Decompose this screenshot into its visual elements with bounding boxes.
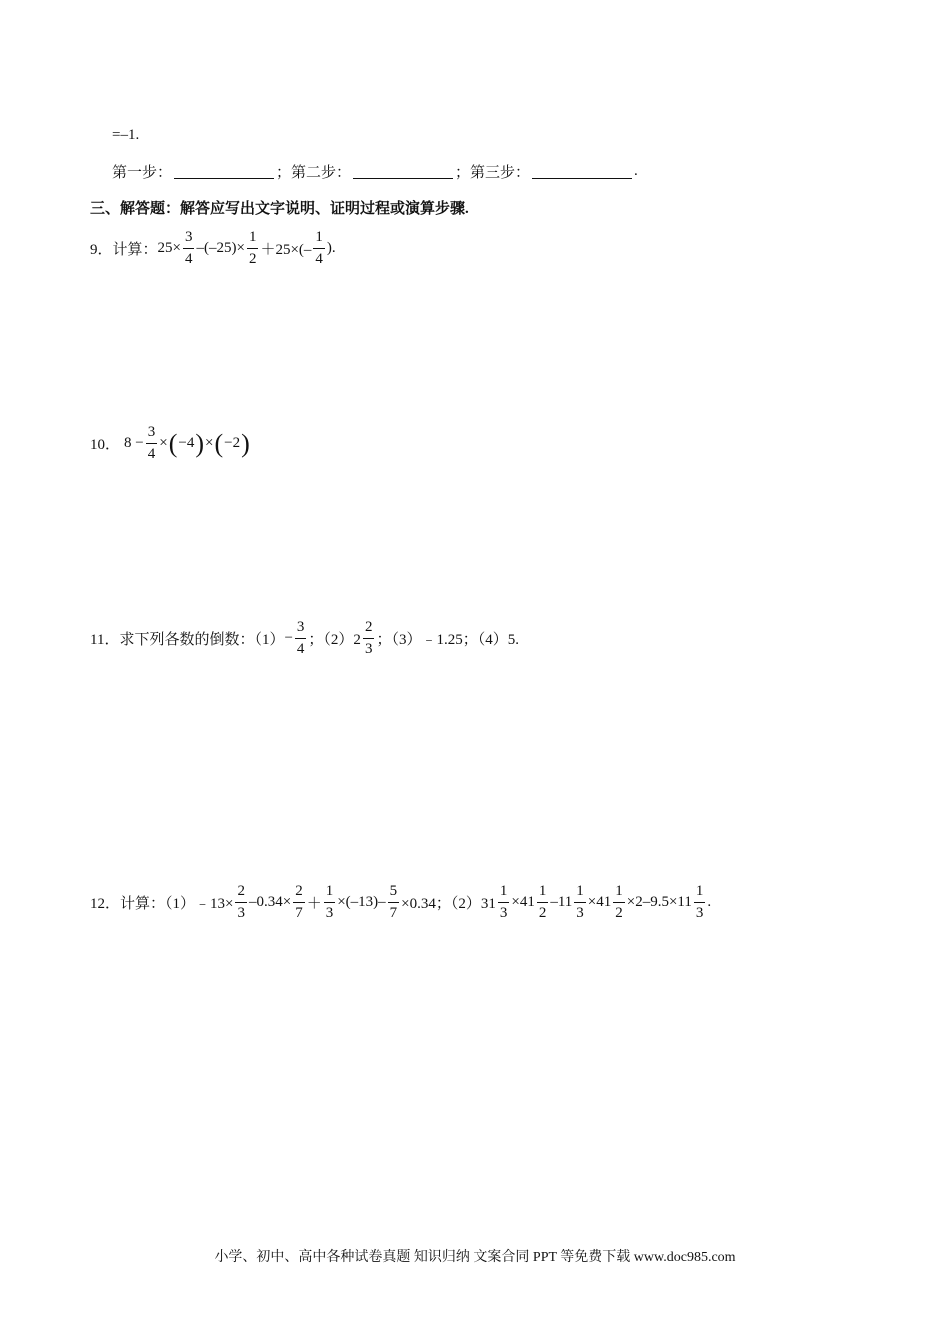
question-11 — [90, 620, 519, 657]
q12-term2: ＋ — [306, 896, 322, 912]
q12-fraction7-denominator: 3 — [576, 905, 584, 921]
result-text: =–1. — [112, 127, 140, 143]
step1-blank — [174, 164, 274, 179]
q12-fraction6 — [537, 884, 549, 921]
q10-times2: × — [205, 435, 214, 451]
q11-fraction1 — [295, 620, 307, 657]
q10-close-paren1: ) — [195, 428, 205, 458]
q9-term3: ＋25×(– — [260, 242, 312, 258]
step2-label: ；第二步： — [276, 165, 352, 181]
question-10 — [90, 425, 251, 462]
q12-term4: ×0.34；（2）31 — [401, 896, 496, 912]
step3-label: ；第三步： — [455, 165, 531, 181]
steps-line — [112, 161, 638, 182]
q10-fraction — [146, 425, 158, 462]
question-9 — [90, 230, 336, 267]
q12-term3: ×(–13)– — [337, 894, 386, 910]
q11-number: 11．求下列各数的倒数：（1） — [90, 632, 285, 648]
q12-term5: ×41 — [511, 894, 535, 910]
q11-term3: ；（3）﹣1.25；（4）5. — [376, 632, 519, 648]
q12-fraction1-numerator: 2 — [235, 884, 247, 903]
q9-fraction2-denominator: 2 — [248, 251, 257, 267]
q11-fraction1-numerator: 3 — [295, 620, 307, 639]
previous-result — [112, 127, 139, 144]
q12-term8: ×2–9.5×11 — [626, 894, 692, 910]
q12-fraction3-denominator: 3 — [325, 905, 334, 921]
q12-number: 12．计算：（1）﹣13× — [90, 896, 234, 912]
q12-fraction4 — [388, 884, 400, 921]
q9-fraction1-denominator: 4 — [184, 251, 193, 267]
q9-fraction1-numerator: 3 — [183, 230, 195, 249]
q10-term1: 8 − — [124, 435, 144, 451]
q12-fraction2-denominator: 7 — [295, 905, 303, 921]
q9-fraction2 — [247, 230, 259, 267]
q12-fraction3-numerator: 1 — [324, 884, 336, 903]
q10-fraction-denominator: 4 — [147, 446, 156, 462]
q10-paren2-value: −2 — [224, 435, 241, 451]
q12-fraction4-numerator: 5 — [388, 884, 400, 903]
q9-fraction3-numerator: 1 — [313, 230, 325, 249]
q9-fraction3 — [313, 230, 325, 267]
step2-blank — [353, 164, 453, 179]
step1-label: 第一步： — [112, 165, 173, 181]
q9-term4: ). — [326, 240, 336, 256]
steps-end: . — [634, 163, 638, 179]
section3-heading — [90, 197, 469, 218]
q12-fraction9-numerator: 1 — [694, 884, 706, 903]
q10-fraction-numerator: 3 — [146, 425, 158, 444]
q12-fraction1-denominator: 3 — [237, 905, 245, 921]
page-footer — [0, 1246, 950, 1266]
q12-fraction5 — [498, 884, 510, 921]
q12-fraction8 — [613, 884, 625, 921]
question-12 — [90, 884, 711, 921]
q9-fraction2-numerator: 1 — [247, 230, 259, 249]
q12-term6: –11 — [550, 894, 573, 910]
q10-paren1-value: −4 — [178, 435, 195, 451]
q11-fraction2-denominator: 3 — [364, 641, 373, 657]
q12-term9: . — [707, 894, 712, 910]
q12-fraction2 — [293, 884, 305, 921]
q12-fraction7 — [574, 884, 586, 921]
q10-number: 10． — [90, 437, 121, 453]
q12-fraction9-denominator: 3 — [695, 905, 704, 921]
q10-open-paren2: ( — [214, 428, 224, 458]
q11-fraction1-denominator: 4 — [296, 641, 305, 657]
q12-fraction8-denominator: 2 — [615, 905, 623, 921]
q12-fraction9 — [694, 884, 706, 921]
q10-times1: × — [159, 435, 168, 451]
q12-fraction6-denominator: 2 — [538, 905, 547, 921]
q12-fraction5-denominator: 3 — [499, 905, 508, 921]
q12-fraction1 — [235, 884, 247, 921]
q12-fraction3 — [324, 884, 336, 921]
q11-term2: ；（2）2 — [308, 632, 361, 648]
q12-fraction5-numerator: 1 — [498, 884, 510, 903]
q10-close-paren2: ) — [241, 428, 250, 458]
q12-term1: –0.34× — [248, 894, 292, 910]
q9-number: 9．计算： — [90, 242, 158, 258]
step3-blank — [532, 164, 632, 179]
q12-term7: ×41 — [587, 894, 612, 910]
section3-heading-text: 三、解答题：解答应写出文字说明、证明过程或演算步骤. — [90, 201, 469, 217]
q9-fraction3-denominator: 4 — [315, 251, 323, 267]
q11-fraction2 — [363, 620, 375, 657]
q11-fraction2-numerator: 2 — [363, 620, 375, 639]
q9-term1: 25× — [157, 240, 181, 256]
q12-fraction2-numerator: 2 — [293, 884, 305, 903]
q12-fraction8-numerator: 1 — [613, 884, 625, 903]
footer-text: 小学、初中、高中各种试卷真题 知识归纳 文案合同 PPT 等免费下载 www.doc985.com — [214, 1250, 736, 1265]
q9-term2: –(–25)× — [196, 240, 245, 256]
q11-minus: − — [284, 630, 293, 646]
q9-fraction1 — [183, 230, 195, 267]
q12-fraction7-numerator: 1 — [574, 884, 586, 903]
q12-fraction4-denominator: 7 — [389, 905, 398, 921]
q12-fraction6-numerator: 1 — [537, 884, 549, 903]
q10-open-paren1: ( — [168, 428, 178, 458]
